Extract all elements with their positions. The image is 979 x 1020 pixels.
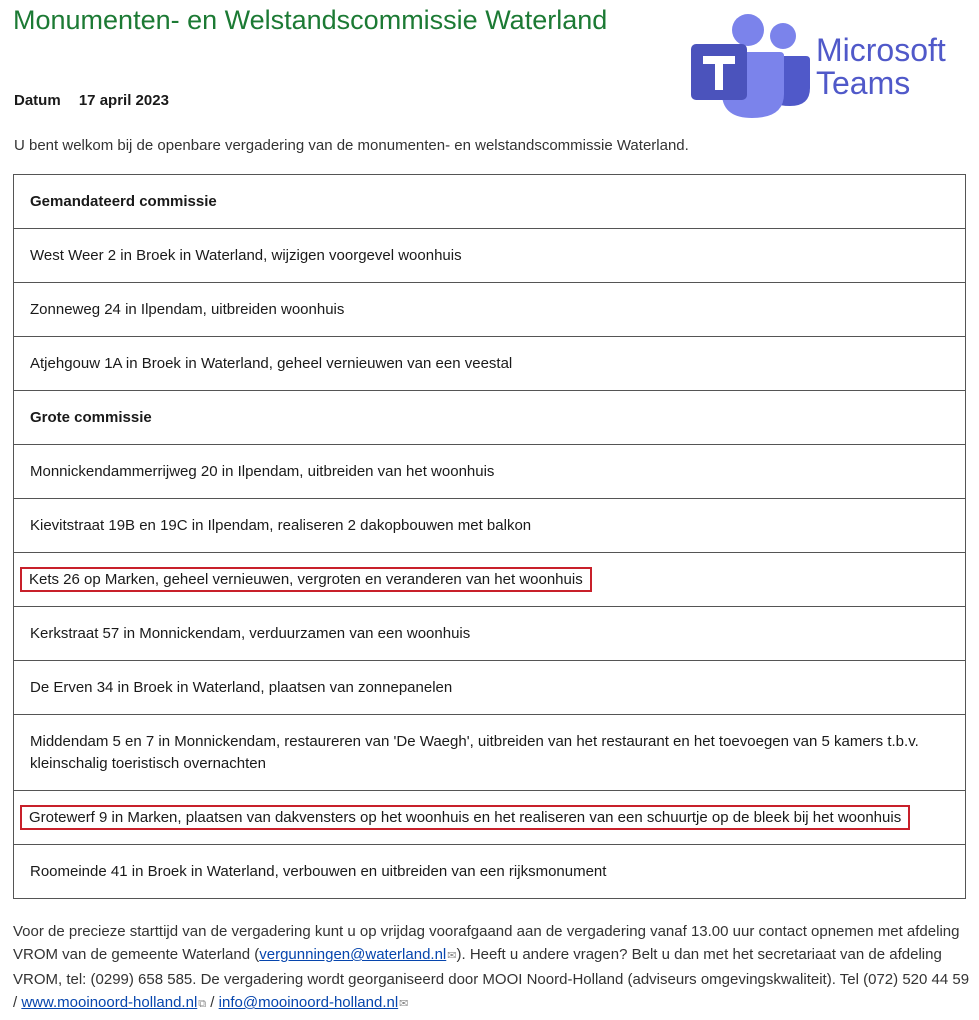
- intro-text: U bent welkom bij de openbare vergadering van de monumenten- en welstandscommissie Waterland.: [14, 137, 689, 154]
- agenda-item: De Erven 34 in Broek in Waterland, plaatsen van zonnepanelen: [14, 661, 966, 715]
- agenda-item-highlighted: [14, 791, 966, 845]
- table-row: [14, 715, 966, 791]
- footer-text: ). Heeft u andere vragen? Belt u dan met het secretariaat van de afdeling VROM, tel: (0299) 658 585. De vergadering wordt georganiseerd door MOOI Noord-Holland (adviseurs omgevingskwaliteit). Tel (072) 520 44 59 /: [13, 946, 970, 1011]
- agenda-item: Roomeinde 41 in Broek in Waterland, verbouwen en uitbreiden van een rijksmonument: [14, 845, 966, 899]
- agenda-item: Kerkstraat 57 in Monnickendam, verduurzamen van een woonhuis: [14, 607, 966, 661]
- section-heading-text: Grote commissie: [30, 408, 152, 426]
- table-row: [14, 445, 966, 499]
- mail-icon: ✉: [447, 950, 457, 962]
- agenda-item: Monnickendammerrijweg 20 in Ilpendam, uitbreiden van het woonhuis: [14, 445, 966, 499]
- section-heading-text: Gemandateerd commissie: [30, 192, 217, 210]
- date-value: 17 april 2023: [78, 92, 169, 109]
- table-row: [14, 791, 966, 845]
- agenda-table: [13, 174, 966, 899]
- table-row: [14, 283, 966, 337]
- footer-text: Voor de precieze starttijd van de vergadering kunt u op vrijdag voorafgaand aan de vergadering vanaf 13.00 uur contact opnemen met afdeling VROM van de gemeente Waterland (: [13, 923, 960, 963]
- table-row: [14, 553, 966, 607]
- agenda-item: Zonneweg 24 in Ilpendam, uitbreiden woonhuis: [14, 283, 966, 337]
- page-title: Monumenten- en Welstandscommissie Waterland: [13, 5, 608, 35]
- logo-text-microsoft: Microsoft: [816, 32, 946, 68]
- section-heading-gemandateerd: [14, 175, 966, 229]
- table-row: [14, 499, 966, 553]
- table-row: [14, 337, 966, 391]
- table-row: [14, 845, 966, 899]
- highlighted-item-text: Kets 26 op Marken, geheel vernieuwen, vergroten en veranderen van het woonhuis: [20, 567, 592, 592]
- email-link-vergunningen[interactable]: vergunningen@waterland.nl: [259, 946, 447, 963]
- table-row: [14, 175, 966, 229]
- footer-separator: /: [206, 994, 219, 1011]
- external-link-icon: ⧉: [198, 998, 207, 1010]
- highlighted-item-text: Grotewerf 9 in Marken, plaatsen van dakvensters op het woonhuis en het realiseren van een schuurtje op de bleek bij het woonhuis: [20, 805, 910, 830]
- agenda-item: Middendam 5 en 7 in Monnickendam, restaureren van 'De Waegh', uitbreiden van het restaurant en het toevoegen van 5 kamers t.b.v. kleinschalig toeristisch overnachten: [14, 715, 966, 791]
- logo-text-teams: Teams: [816, 65, 911, 101]
- website-link[interactable]: www.mooinoord-holland.nl: [21, 994, 198, 1011]
- agenda-item: Kievitstraat 19B en 19C in Ilpendam, realiseren 2 dakopbouwen met balkon: [14, 499, 966, 553]
- mail-icon: ✉: [399, 998, 409, 1010]
- footer-contact-info: [13, 920, 973, 1016]
- table-row: [14, 229, 966, 283]
- section-heading-grote: [14, 391, 966, 445]
- email-link-info[interactable]: info@mooinoord-holland.nl: [218, 994, 399, 1011]
- microsoft-teams-logo: [688, 14, 960, 124]
- microsoft-teams-icon: [688, 14, 813, 124]
- date-label: Datum: [14, 92, 61, 109]
- table-row: [14, 607, 966, 661]
- logo-wordmark: [816, 34, 946, 100]
- agenda-item: Atjehgouw 1A in Broek in Waterland, geheel vernieuwen van een veestal: [14, 337, 966, 391]
- agenda-item: West Weer 2 in Broek in Waterland, wijzigen voorgevel woonhuis: [14, 229, 966, 283]
- meeting-date: [14, 91, 169, 111]
- table-row: [14, 391, 966, 445]
- agenda-item-highlighted: [14, 553, 966, 607]
- table-row: [14, 661, 966, 715]
